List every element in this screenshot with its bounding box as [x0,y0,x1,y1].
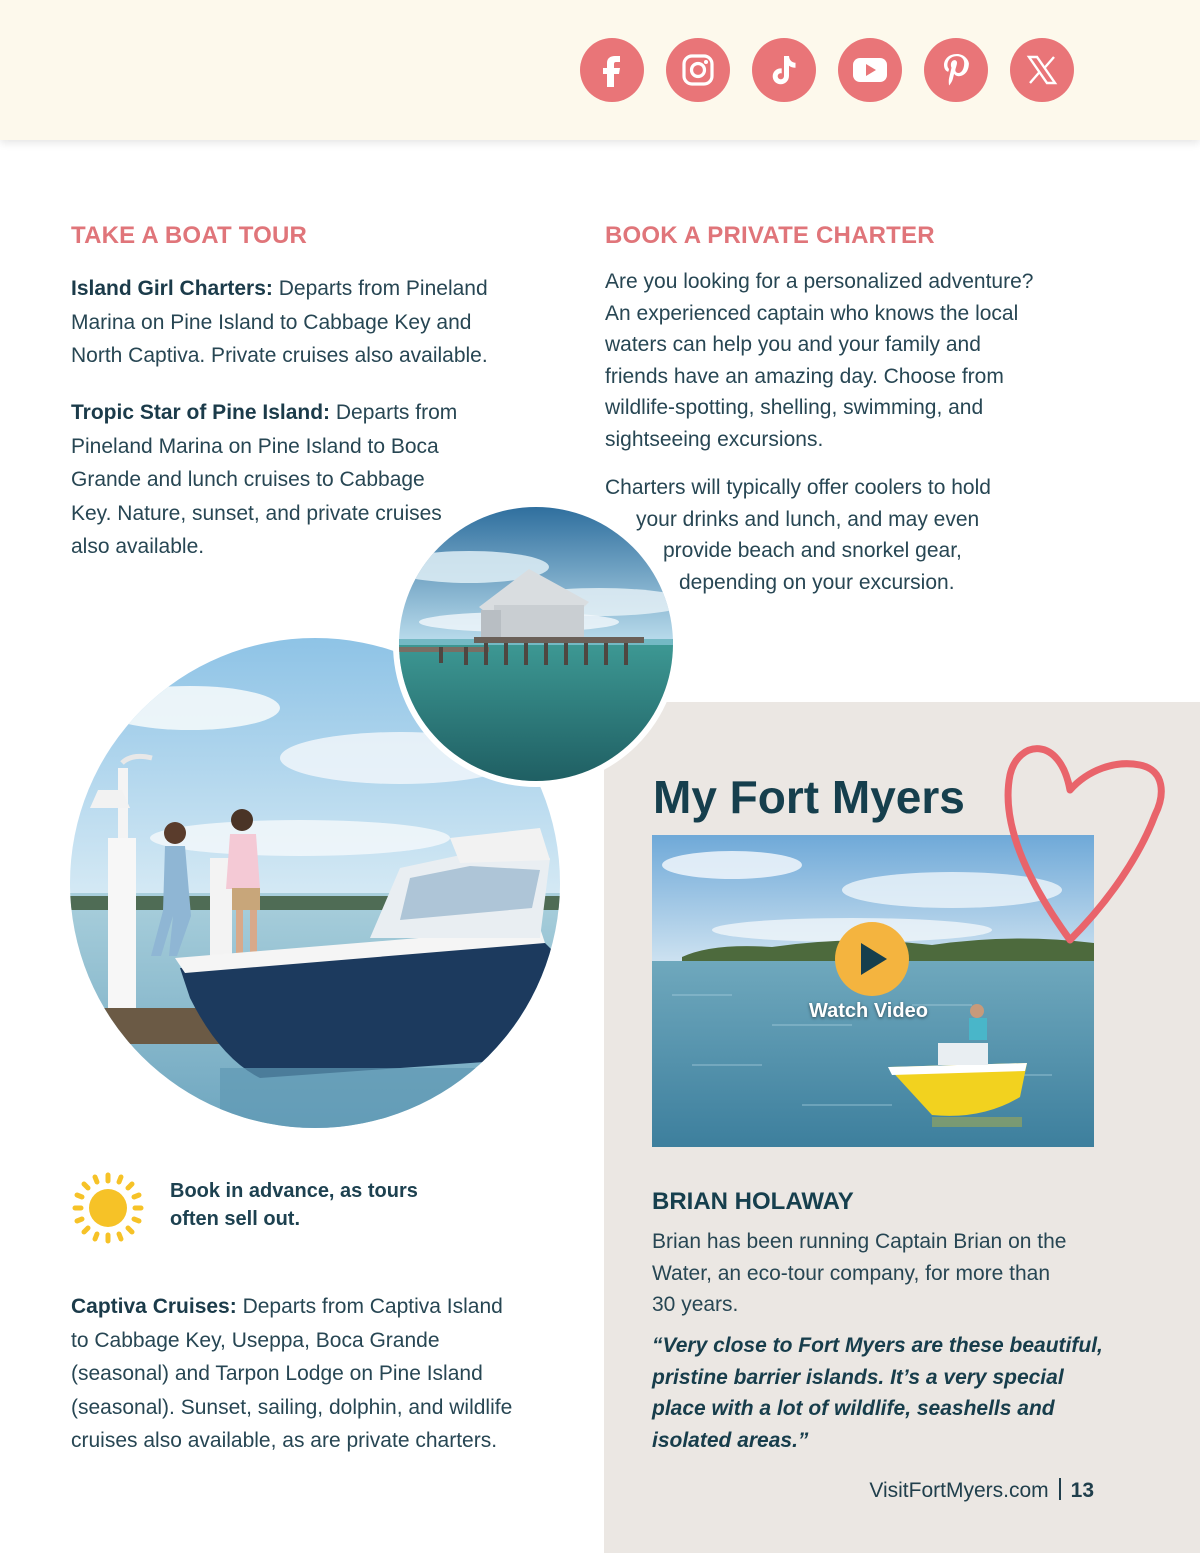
page-number: 13 [1070,1479,1094,1502]
operator-name: Captiva Cruises: [71,1295,237,1318]
boat-tour-heading: TAKE A BOAT TOUR [71,222,308,249]
charter-paragraph-1: Are you looking for a personalized adventure? An experienced captain who knows the local waters can help you and your family and friends have an amazing day. Choose from wildlife-spotting, shelling, swimming, and sightseeing excursions. [605,270,1034,451]
person-name: BRIAN HOLAWAY [652,1188,854,1215]
pinterest-button[interactable] [924,38,988,102]
x-icon [1026,54,1058,86]
play-button[interactable] [835,922,909,996]
pinterest-icon [941,52,971,88]
tropic-star-paragraph: Tropic Star of Pine Island: Departs from Pineland Marina on Pine Island to Boca Grande and lunch cruises to Cabbage Key. Nature, sunset, and private cruises also available. [71,401,458,558]
site-link[interactable]: VisitFortMyers.com [869,1479,1049,1502]
sun-icon [72,1172,144,1244]
facebook-icon [597,53,627,87]
person-bio: Brian has been running Captain Brian on the Water, an eco-tour company, for more than 30 years. [652,1230,1067,1316]
x-button[interactable] [1010,38,1074,102]
watch-video-label[interactable]: Watch Video [809,1000,928,1022]
youtube-icon [852,56,888,84]
page-footer [869,1478,1094,1503]
tiktok-icon [769,53,799,87]
stilt-house-photo [393,501,679,787]
charter-heading: BOOK A PRIVATE CHARTER [605,222,935,249]
play-icon [855,940,889,978]
charter-paragraph-2: Charters will typically offer coolers to hold your drinks and lunch, and may even provide beach and snorkel gear, depending on your excursion. [605,476,991,594]
island-girl-paragraph: Island Girl Charters: Departs from Pineland Marina on Pine Island to Cabbage Key and North Captiva. Private cruises also available. [71,277,488,367]
operator-name: Tropic Star of Pine Island: [71,401,331,424]
instagram-button[interactable] [666,38,730,102]
my-fort-myers-title: My Fort Myers [653,771,965,823]
youtube-button[interactable] [838,38,902,102]
heart-icon [1000,735,1170,950]
footer-divider [1059,1478,1061,1500]
facebook-button[interactable] [580,38,644,102]
person-quote: “Very close to Fort Myers are these beautiful, pristine barrier islands. It’s a very special place with a lot of wildlife, seashells and isolated areas.” [652,1334,1103,1452]
tiktok-button[interactable] [752,38,816,102]
booking-tip: Book in advance, as tours often sell out. [170,1180,418,1230]
operator-name: Island Girl Charters: [71,277,273,300]
captiva-paragraph: Captiva Cruises: Departs from Captiva Island to Cabbage Key, Useppa, Boca Grande (seasonal) and Tarpon Lodge on Pine Island (seasonal). Sunset, sailing, dolphin, and wildlife cruises also available, as are private charters. [71,1295,513,1452]
instagram-icon [681,53,715,87]
